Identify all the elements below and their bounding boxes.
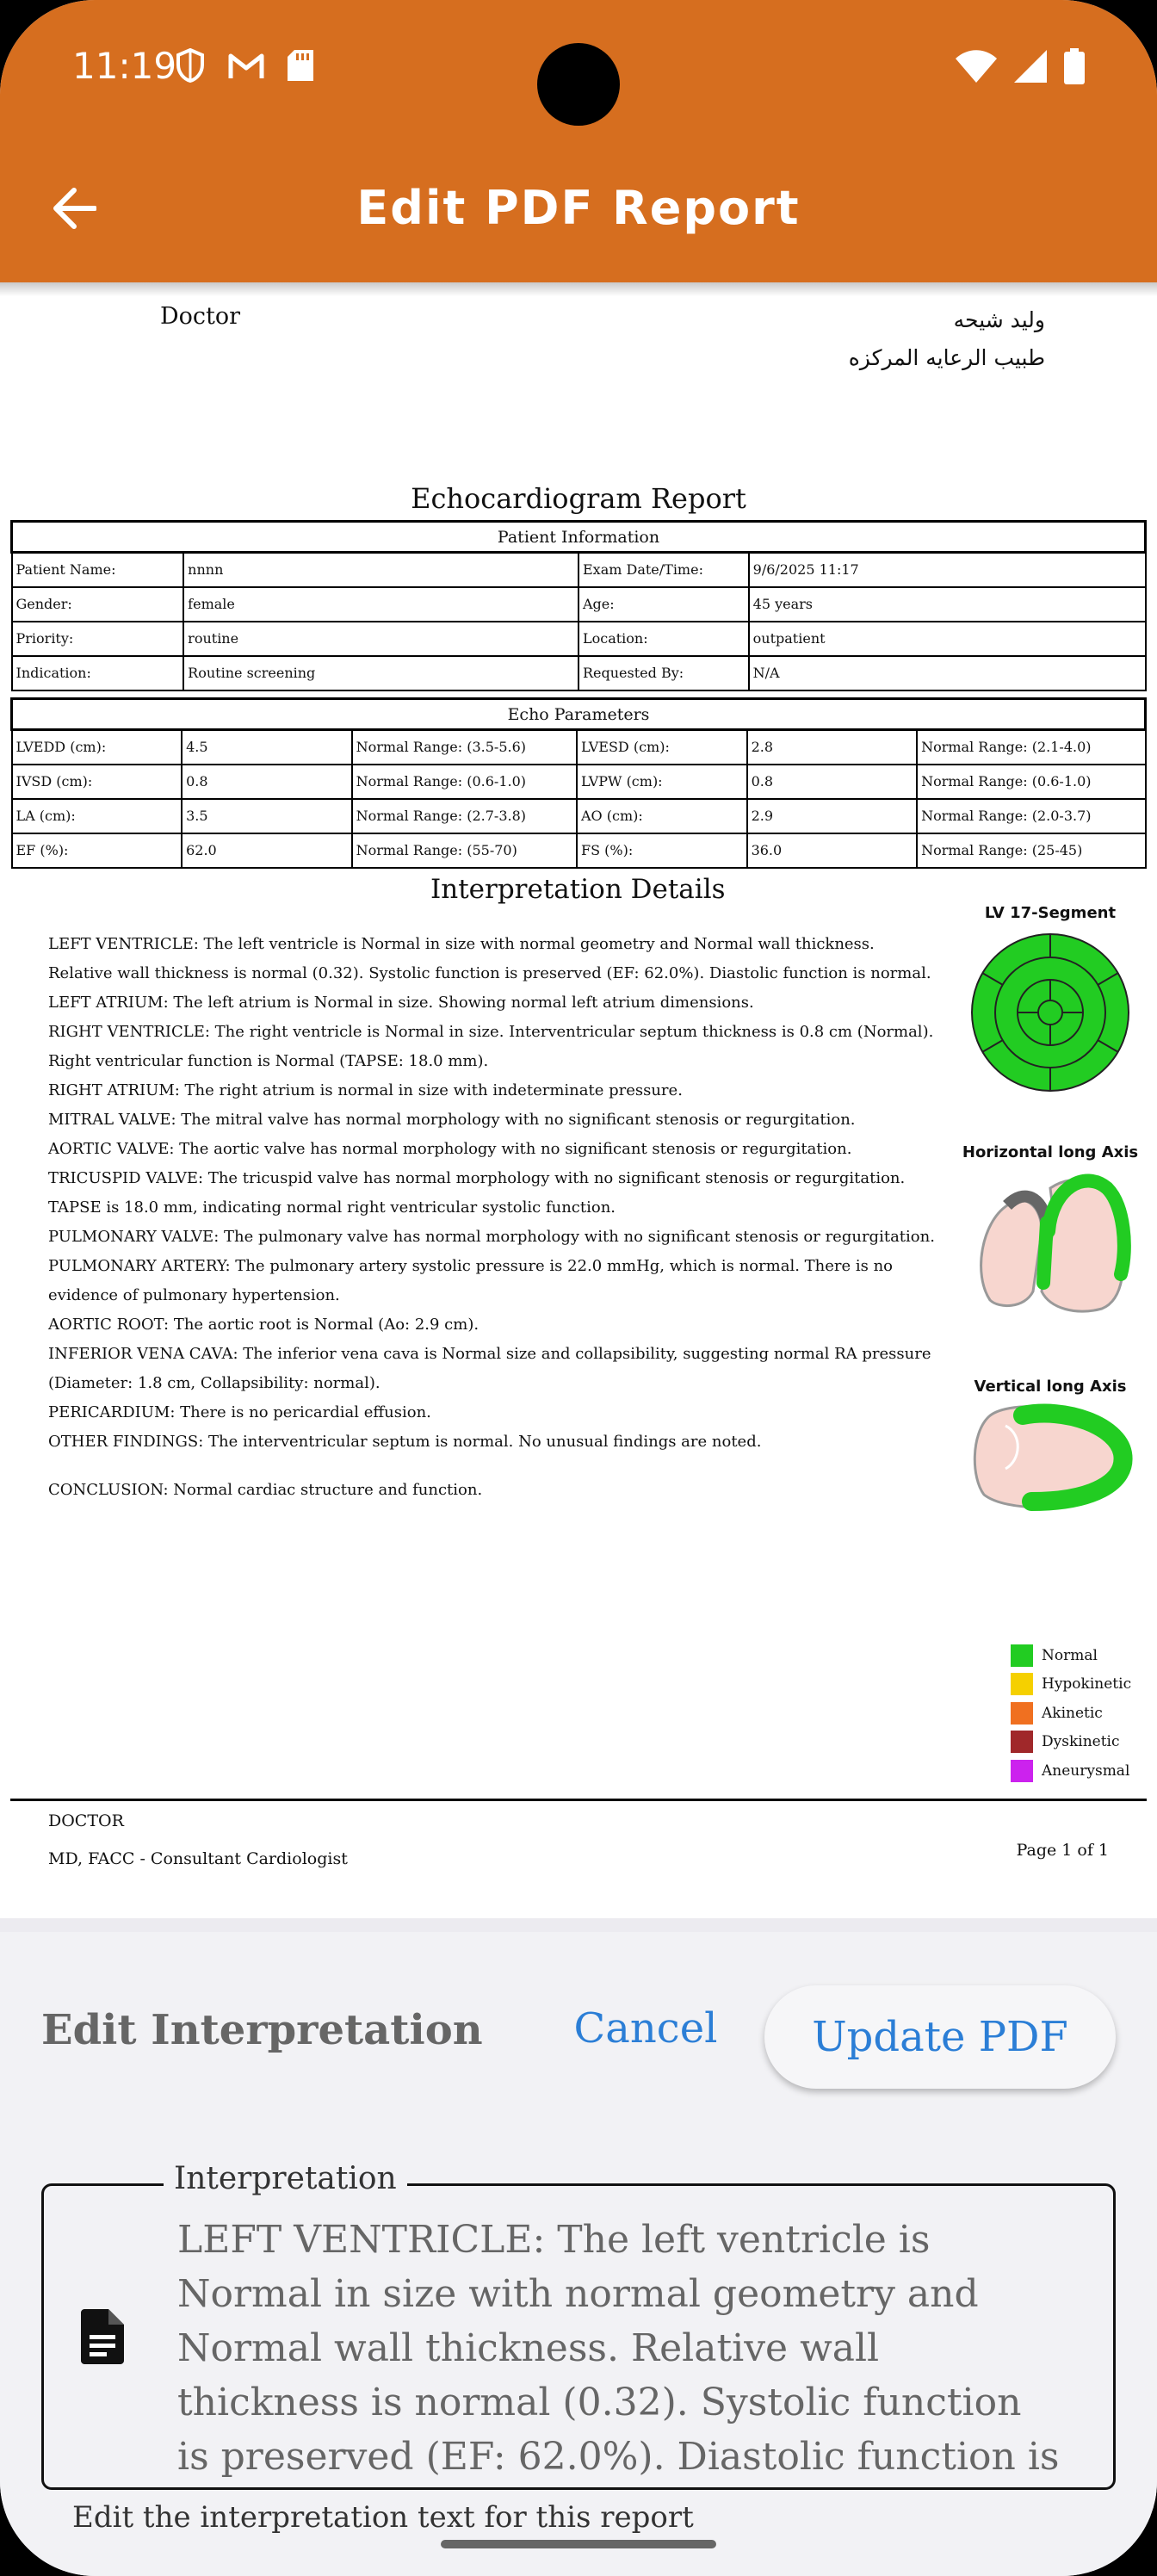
cell: Routine screening <box>183 656 578 690</box>
conclusion: CONCLUSION: Normal cardiac structure and function. <box>48 1481 483 1499</box>
battery-icon <box>1064 48 1085 84</box>
legend-label: Dyskinetic <box>1042 1733 1120 1751</box>
legend-item <box>1011 1728 1131 1757</box>
footer-doctor: DOCTOR <box>48 1811 124 1830</box>
cell: Priority: <box>12 622 184 656</box>
cell: 45 years <box>749 587 1146 622</box>
footer-doctor-title: MD, FACC - Consultant Cardiologist <box>48 1849 348 1868</box>
cell: Location: <box>578 622 749 656</box>
cell: 4.5 <box>182 730 352 765</box>
cell: LA (cm): <box>12 799 183 833</box>
appbar-shadow <box>0 282 1157 296</box>
cell: 2.8 <box>747 730 918 765</box>
table-row <box>12 730 1146 765</box>
lv-17-segment-diagram <box>969 932 1131 1093</box>
finding-ivc: INFERIOR VENA CAVA: The inferior vena cava is Normal size and collapsibility, suggesting normal RA pressure (Diameter: 1.8 cm, Collapsibility: normal). <box>48 1345 931 1392</box>
cell: Normal Range: (2.1-4.0) <box>917 730 1145 765</box>
cell: 3.5 <box>182 799 352 833</box>
status-icons-right <box>956 48 1085 84</box>
cell: Normal Range: (3.5-5.6) <box>352 730 577 765</box>
cell: outpatient <box>749 622 1146 656</box>
finding-other: OTHER FINDINGS: The interventricular septum is normal. No unusual findings are noted. <box>48 1433 762 1451</box>
home-indicator[interactable] <box>441 2540 716 2548</box>
finding-right-atrium: RIGHT ATRIUM: The right atrium is normal in size with indeterminate pressure. <box>48 1081 683 1099</box>
patient-info-table <box>10 520 1147 691</box>
echo-params-table <box>10 697 1147 869</box>
cell: female <box>183 587 578 622</box>
cell: nnnn <box>183 553 578 587</box>
table-row <box>12 656 1146 690</box>
finding-right-ventricle: RIGHT VENTRICLE: The right ventricle is Normal in size. Interventricular septum thickness is 0.8 cm (Normal). Right ventricular function is Normal (TAPSE: 18.0 mm). <box>48 1023 934 1070</box>
cell: IVSD (cm): <box>12 765 183 799</box>
table-row <box>12 587 1146 622</box>
finding-pulmonary-valve: PULMONARY VALVE: The pulmonary valve has normal morphology with no significant stenosis or regurgitation. <box>48 1228 935 1246</box>
cell: Normal Range: (2.0-3.7) <box>917 799 1145 833</box>
finding-left-atrium: LEFT ATRIUM: The left atrium is Normal in size. Showing normal left atrium dimensions. <box>48 994 754 1012</box>
status-time: 11:19 <box>72 45 177 87</box>
cell: 0.8 <box>747 765 918 799</box>
status-icons-left <box>176 48 313 83</box>
cell: Indication: <box>12 656 184 690</box>
cell: Normal Range: (0.6-1.0) <box>917 765 1145 799</box>
legend-item <box>1011 1699 1131 1728</box>
cell: Normal Range: (2.7-3.8) <box>352 799 577 833</box>
finding-aortic-valve: AORTIC VALVE: The aortic valve has normal morphology with no significant stenosis or regurgitation. <box>48 1140 852 1158</box>
echo-params-heading: Echo Parameters <box>12 699 1146 730</box>
cancel-button[interactable]: Cancel <box>573 2004 718 2053</box>
segment-legend <box>1011 1641 1131 1786</box>
legend-label: Akinetic <box>1042 1704 1103 1722</box>
cell: EF (%): <box>12 833 183 868</box>
cell: LVPW (cm): <box>577 765 747 799</box>
page-title: Edit PDF Report <box>356 181 801 235</box>
document-icon <box>81 2309 124 2364</box>
camera-cutout <box>537 43 620 126</box>
patient-info-heading: Patient Information <box>12 522 1146 553</box>
cell: LVESD (cm): <box>577 730 747 765</box>
finding-tricuspid-valve: TRICUSPID VALVE: The tricuspid valve has normal morphology with no significant stenosis or regurgitation. TAPSE is 18.0 mm, indicating normal right ventricular systolic function. <box>48 1169 906 1217</box>
cell: 2.9 <box>747 799 918 833</box>
interpretation-field-label: Interpretation <box>164 2161 407 2196</box>
cell: Gender: <box>12 587 184 622</box>
legend-swatch <box>1011 1644 1033 1667</box>
hla-label: Horizontal long Axis <box>962 1143 1139 1161</box>
cell: 9/6/2025 11:17 <box>749 553 1146 587</box>
sd-card-icon <box>288 50 313 81</box>
cell: Requested By: <box>578 656 749 690</box>
vertical-long-axis-diagram <box>971 1400 1135 1514</box>
cell: Patient Name: <box>12 553 184 587</box>
cell: Exam Date/Time: <box>578 553 749 587</box>
field-helper-text: Edit the interpretation text for this report <box>72 2500 694 2535</box>
legend-item <box>1011 1670 1131 1700</box>
legend-swatch <box>1011 1673 1033 1695</box>
cell: Normal Range: (0.6-1.0) <box>352 765 577 799</box>
legend-label: Aneurysmal <box>1042 1762 1130 1780</box>
table-row <box>12 553 1146 587</box>
finding-mitral-valve: MITRAL VALVE: The mitral valve has normal morphology with no significant stenosis or regurgitation. <box>48 1111 856 1129</box>
cell: LVEDD (cm): <box>12 730 183 765</box>
wifi-icon <box>956 50 997 83</box>
interpretation-body <box>48 930 935 1505</box>
update-pdf-button[interactable]: Update PDF <box>764 1985 1116 2089</box>
finding-aortic-root: AORTIC ROOT: The aortic root is Normal (Ao: 2.9 cm). <box>48 1316 480 1334</box>
signal-icon <box>1014 50 1047 83</box>
vpn-shield-icon <box>176 48 205 83</box>
finding-pericardium: PERICARDIUM: There is no pericardial effusion. <box>48 1403 431 1421</box>
cell: routine <box>183 622 578 656</box>
legend-item <box>1011 1756 1131 1786</box>
cell: 62.0 <box>182 833 352 868</box>
footer-divider <box>10 1799 1147 1801</box>
doctor-name-arabic <box>849 301 1045 377</box>
legend-label: Hypokinetic <box>1042 1675 1132 1694</box>
horizontal-long-axis-diagram <box>973 1171 1133 1317</box>
cell: 36.0 <box>747 833 918 868</box>
cell: N/A <box>749 656 1146 690</box>
cell: FS (%): <box>577 833 747 868</box>
legend-swatch <box>1011 1702 1033 1725</box>
cell: Age: <box>578 587 749 622</box>
cell: Normal Range: (25-45) <box>917 833 1145 868</box>
cell: 0.8 <box>182 765 352 799</box>
interpretation-textarea[interactable]: LEFT VENTRICLE: The left ventricle is Normal in size with normal geometry and Normal wall thickness. Relative wall thickness is normal (0.32). Systolic function is preserved (EF: 62.0%). Diastolic function is <box>177 2218 1060 2479</box>
table-row <box>12 765 1146 799</box>
page-number: Page 1 of 1 <box>1016 1841 1109 1860</box>
bullseye-label: LV 17-Segment <box>984 904 1117 922</box>
doctor-label: Doctor <box>160 303 241 330</box>
cell: AO (cm): <box>577 799 747 833</box>
table-row <box>12 799 1146 833</box>
legend-swatch <box>1011 1731 1033 1753</box>
vla-label: Vertical long Axis <box>974 1378 1127 1396</box>
gmail-icon <box>227 51 265 80</box>
legend-item <box>1011 1641 1131 1670</box>
doctor-name: وليد شيحه <box>953 307 1045 332</box>
finding-pulmonary-artery: PULMONARY ARTERY: The pulmonary artery systolic pressure is 22.0 mmHg, which is normal. There is no evidence of pulmonary hypertension. <box>48 1257 894 1304</box>
interpretation-title: Interpretation Details <box>430 874 726 905</box>
legend-label: Normal <box>1042 1646 1098 1664</box>
doctor-role: طبيب الرعايه المركزه <box>848 345 1045 370</box>
cell: Normal Range: (55-70) <box>352 833 577 868</box>
edit-title: Edit Interpretation <box>41 2006 483 2054</box>
report-title: Echocardiogram Report <box>411 482 746 515</box>
finding-left-ventricle: LEFT VENTRICLE: The left ventricle is Normal in size with normal geometry and Normal wall thickness. Relative wall thickness is normal (0.32). Systolic function is preserved (EF: 62.0%). Diastolic function is normal. <box>48 935 931 982</box>
table-row <box>12 833 1146 868</box>
table-row <box>12 622 1146 656</box>
legend-swatch <box>1011 1760 1033 1782</box>
